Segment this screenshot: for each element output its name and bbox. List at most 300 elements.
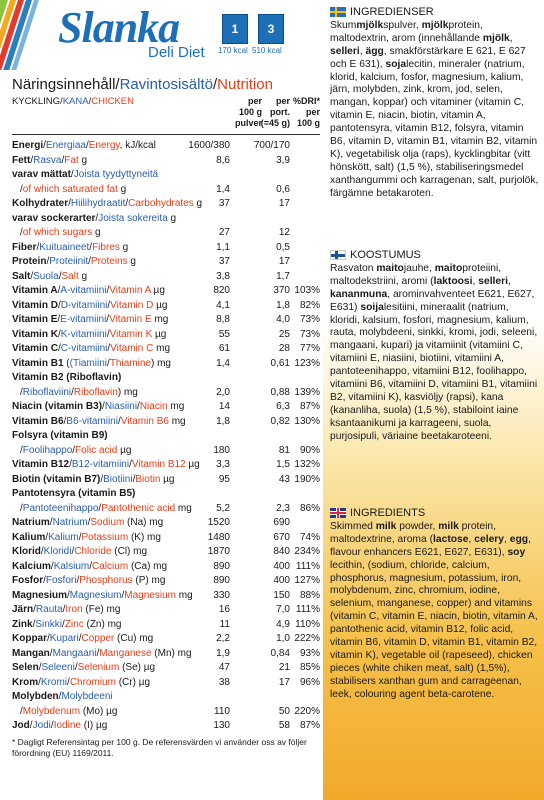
label-sv: Jod xyxy=(12,720,30,732)
label-sv: Krom xyxy=(12,676,39,688)
label-fi: C-vitamiini xyxy=(60,343,108,355)
flag-finland-icon xyxy=(330,250,346,260)
label-sv: Salt xyxy=(12,270,31,282)
value-dri: 220% xyxy=(294,705,320,717)
row-label: varav mättat/Joista tyydyttyneitä xyxy=(12,169,159,181)
row-label: Koppar/Kupari/Copper (Cu) mg xyxy=(12,633,154,645)
value-dri: 130% xyxy=(294,415,320,427)
value-per-100g: 1520 xyxy=(207,517,230,529)
label-fi: (Tiamiini xyxy=(69,357,108,369)
label-unit: (Cl) mg xyxy=(111,546,148,558)
logo-area xyxy=(0,0,320,70)
table-row xyxy=(12,458,320,471)
row-label: /Foolihappo/Folic acid µg xyxy=(20,444,132,456)
value-per-100g: 16 xyxy=(218,604,230,616)
label-en: of which sugars xyxy=(22,227,93,239)
label-en: Proteins xyxy=(90,256,128,268)
label-en: Pantothenic acid xyxy=(101,502,176,514)
label-sv: Mangan xyxy=(12,647,50,659)
label-fi: Kupari xyxy=(49,633,79,645)
value-per-portion: 81 xyxy=(278,444,290,456)
label-sv: Natrium xyxy=(12,517,50,529)
row-label xyxy=(12,371,121,384)
label-sv: Vitamin E xyxy=(12,314,58,326)
value-dri: 73% xyxy=(299,328,320,340)
brand-logo: Slanka xyxy=(58,3,180,52)
flag-sweden-icon xyxy=(330,7,346,17)
value-dri: 234% xyxy=(294,546,320,558)
value-per-portion: 840 xyxy=(273,546,290,558)
label-en: Riboflavin xyxy=(73,386,118,398)
label-unit: µg xyxy=(153,299,168,311)
value-per-portion: 0,61 xyxy=(270,357,290,369)
value-dri: 110% xyxy=(295,618,320,630)
table-row xyxy=(12,444,320,457)
label-sv: varav sockerarter xyxy=(12,212,96,224)
label-sv: Selen xyxy=(12,662,39,674)
label-sv: Fiber xyxy=(12,241,37,253)
label-en: Selenium xyxy=(77,662,120,674)
value-per-portion: 0,88 xyxy=(270,386,290,398)
row-label: /of which sugars g xyxy=(20,227,101,239)
row-label: Fosfor/Fosfori/Phosphorus (P) mg xyxy=(12,575,166,587)
pack-3-icon: 3 xyxy=(258,14,284,44)
table-row xyxy=(12,502,320,515)
row-label: Kalcium/Kalsium/Calcium (Ca) mg xyxy=(12,560,168,572)
ingredients-en xyxy=(330,507,540,702)
ingredients-sv-text: Skummjölkspulver, mjölkprotein, maltodextrin, arom (innehållande mjölk, selleri, ägg, smakförstärkare E 621, E 627 och E 631), sojalecitin, mineraler (natrium, klorid, kalcium, fosfor, magnesium, kalium, järn, molybden, zink, krom, jod, selen, mangan, koppar) och vitaminer (vitamin C, vitamin E, niacin, biotin, vitamin A, pantotensyra, vitamin B12, folsyra, vitamin B6, vitamin D, vitamin B1, vitamin B2, vitamin K), vegetabilisk olja (raps), kycklingbitar (vitt hönskött, salt) (1,5 %), stabiliseringsmedel xanthangummi och karragenan, salt, purjolök, färgämne betakaroten. xyxy=(330,19,539,199)
label-fi: Rasva xyxy=(33,154,62,166)
label-sv: Protein xyxy=(12,256,47,268)
label-en: Phosphorus xyxy=(79,575,133,587)
value-per-100g: 95 xyxy=(218,473,230,485)
label-sv: Vitamin B1 xyxy=(12,357,67,369)
title-sv: Näringsinnehåll xyxy=(12,76,116,93)
label-unit: (Fe) mg xyxy=(82,604,121,616)
product-en: CHICKEN xyxy=(91,96,134,107)
table-row xyxy=(12,676,320,689)
label-unit: ) mg xyxy=(150,357,171,369)
label-sv: Koppar xyxy=(12,633,47,645)
value-dri: 85% xyxy=(299,662,320,674)
value-dri: 88% xyxy=(299,589,320,601)
label-fi: Pantoteenihappo xyxy=(22,502,99,514)
value-per-100g: 1870 xyxy=(207,546,230,558)
label-en: Chromium xyxy=(69,676,116,688)
label-sv: Fett xyxy=(12,154,31,166)
label-unit: (Se) µg xyxy=(119,662,156,674)
row-label: Vitamin A/A-vitamiini/Vitamin A µg xyxy=(12,285,165,297)
table-row xyxy=(12,183,320,196)
label-en: Biotin xyxy=(135,473,161,485)
table-row xyxy=(12,560,320,573)
value-per-100g: 820 xyxy=(213,285,230,297)
value-dri: 139% xyxy=(294,386,320,398)
row-label: Vitamin B1 ((Tiamiini/Thiamine) mg xyxy=(12,357,171,369)
flag-uk-icon xyxy=(330,508,346,518)
ingredients-fi-text: Rasvaton maitojauhe, maitoproteiini, maltodekstriini, aromi (laktoosi, selleri, kananmuna, arominvahventeet E621, E627, E631) soijalesitiini, mineraalit (natrium, kloridi, kalsium, fosfori, magnesium, kalium, rauta, molybdeeni, sinkki, kromi, jodi, seleeni, mangaani, kupari) ja vitamiinit (vitamiini C, vitamiini E, niasiini, biotiini, vitamiini A, pantoteenihappo, vitamiini B12, foolihappo, vitamiini B6, vitamiini D, vitamiini B1, vitamiini B2, vitamiini K), kasviöljy (rapsi), kana (kananliha, suola) (1,5 %), stabiloint iaine ksantaanikumi ja karrageeni, suola, purjosipuli, väriaine beetakaroteeni. xyxy=(330,262,538,442)
label-unit: g xyxy=(193,198,203,210)
table-row xyxy=(12,386,320,399)
row-label: /Pantoteenihappo/Pantothenic acid mg xyxy=(20,502,192,514)
table-row xyxy=(12,661,320,674)
ingredients-en-text: Skimmed milk powder, milk protein, maltodextrine, aroma (lactose, celery, egg, flavour enhancers E621, E627, E631), soy lecithin, (sodium, chloride, calcium, phosphorus, magnesium, potassium, iron, molybdenum, zinc, chromium, iodine, selenium, manganese, copper) and vitamins (vitamin C, vitamin E, niacin, biotin, vitamin A, pantothenic acid, vitamin B12, folic acid, vitamin B6, vitamin D, vitamin B1, vitamin B2, vitamin K), vegetable oil (rapeseed), chicken pieces (white chiken meat, salt) (1,5%), stabilisers xanthan gum and carrageenan, leek, colouring agent beta-carotene. xyxy=(330,520,538,700)
value-per-portion: 700/170 xyxy=(253,140,290,151)
label-en: Calcium xyxy=(92,560,129,572)
row-label: Fiber/Kuituaineet/Fibres g xyxy=(12,241,129,253)
row-label: Zink/Sinkki/Zinc (Zn) mg xyxy=(12,618,122,630)
value-dri: 127% xyxy=(294,575,320,587)
col-header-dri: %DRI* per 100 g xyxy=(292,96,320,128)
value-per-portion: 17 xyxy=(278,198,290,210)
label-en: Carbohydrates xyxy=(128,198,194,210)
value-dri: 90% xyxy=(299,444,320,456)
row-label: Salt/Suola/Salt g xyxy=(12,270,88,282)
label-en: Niacin xyxy=(139,401,168,413)
label-unit: µg xyxy=(160,473,175,485)
label-unit: (Mo) µg xyxy=(80,705,118,717)
label-sv: Kalium xyxy=(12,531,46,543)
row-label: Kalium/Kalium/Potassium (K) mg xyxy=(12,531,161,543)
value-per-portion: 58 xyxy=(278,720,290,732)
value-per-100g: 37 xyxy=(218,198,230,210)
label-en: Copper xyxy=(81,633,115,645)
row-label: Protein/Proteiinit/Proteins g xyxy=(12,256,136,268)
value-per-portion: 690 xyxy=(273,517,290,529)
label-fi: Kalsium xyxy=(53,560,90,572)
table-row xyxy=(12,429,320,442)
table-row xyxy=(12,197,320,210)
label-unit: g xyxy=(117,183,127,195)
label-en: Sodium xyxy=(90,517,125,529)
value-per-100g: 4,1 xyxy=(216,299,230,311)
table-row xyxy=(12,690,320,703)
row-label: Natrium/Natrium/Sodium (Na) mg xyxy=(12,517,164,529)
value-per-100g: 1,1 xyxy=(216,241,230,253)
label-unit: mg xyxy=(175,589,193,601)
label-sv: Vitamin B12 xyxy=(12,459,70,471)
value-per-100g: 1600/380 xyxy=(188,140,230,151)
label-en: Iron xyxy=(65,604,83,616)
value-per-100g: 330 xyxy=(213,589,230,601)
value-dri: 190% xyxy=(294,473,320,485)
label-fi: D-vitamiini xyxy=(60,299,108,311)
label-sv: Biotin (vitamin B7) xyxy=(12,473,101,485)
label-sv: Klorid xyxy=(12,546,41,558)
value-per-100g: 5,2 xyxy=(216,502,230,514)
label-sv: Vitamin C xyxy=(12,343,58,355)
label-sv: Fosfor xyxy=(12,575,44,587)
label-unit: g xyxy=(167,212,177,224)
label-en: Iodine xyxy=(53,720,81,732)
value-per-100g: 61 xyxy=(218,343,230,355)
label-fi: B12-vitamiini xyxy=(71,459,130,471)
value-per-100g: 37 xyxy=(218,256,230,268)
row-label: Järn/Rauta/Iron (Fe) mg xyxy=(12,604,121,616)
label-sv: Energi xyxy=(12,140,44,151)
label-unit: (P) mg xyxy=(132,575,166,587)
value-per-portion: 28 xyxy=(278,343,290,355)
label-fi: Proteiinit xyxy=(49,256,89,268)
label-en: Molybdenum xyxy=(22,705,81,717)
col-header-per-100g: per 100 g pulver xyxy=(234,96,262,128)
pack-1-kcal: 170 kcal xyxy=(218,46,248,55)
ingredients-fi xyxy=(330,249,540,444)
value-per-100g: 2,2 xyxy=(216,633,230,645)
table-row xyxy=(12,241,320,254)
table-row xyxy=(12,328,320,341)
value-per-portion: 1,5 xyxy=(276,459,290,471)
value-dri: 103% xyxy=(294,285,320,297)
value-per-100g: 1,9 xyxy=(216,647,230,659)
label-sv: Pantotensyra (vitamin B5) xyxy=(12,488,136,500)
table-row xyxy=(12,313,320,326)
label-fi: Biotiini xyxy=(103,473,133,485)
label-unit: (K) mg xyxy=(128,531,161,543)
table-row xyxy=(12,719,320,732)
label-fi: Mangaani xyxy=(52,647,97,659)
table-row xyxy=(12,516,320,529)
label-sv: Vitamin D xyxy=(12,299,58,311)
label-fi: Riboflaviini xyxy=(22,386,72,398)
value-per-100g: 14 xyxy=(218,401,230,413)
label-fi: Magnesium xyxy=(69,589,122,601)
label-sv: Vitamin B2 (Riboflavin) xyxy=(12,372,122,384)
table-row xyxy=(12,574,320,587)
value-per-100g: 180 xyxy=(213,444,230,456)
label-en: of which saturated fat xyxy=(22,183,118,195)
value-per-portion: 4,0 xyxy=(276,314,290,326)
row-label: Molybden/Molybdeeni xyxy=(12,691,113,703)
label-sv: Vitamin B6 xyxy=(12,415,64,427)
row-label: Niacin (vitamin B3)/Niasiini/Niacin mg xyxy=(12,401,185,413)
label-sv: Folsyra (vitamin B9) xyxy=(12,430,108,442)
pack-3-kcal: 510 kcal xyxy=(252,46,282,55)
product-name: KYCKLING/KANA/CHICKEN xyxy=(12,96,134,107)
value-per-100g: 8,6 xyxy=(216,154,230,166)
row-label: Mangan/Mangaani/Manganese (Mn) mg xyxy=(12,647,192,659)
label-fi: K-vitamiini xyxy=(60,328,107,340)
value-per-portion: 21 xyxy=(278,662,290,674)
table-row xyxy=(12,299,320,312)
value-per-portion: 400 xyxy=(273,575,290,587)
value-dri: 96% xyxy=(299,676,320,688)
label-unit: g xyxy=(119,241,129,253)
product-fi: KANA xyxy=(62,96,89,107)
value-dri: 87% xyxy=(299,720,320,732)
label-fi: Fosfori xyxy=(45,575,77,587)
product-sv: KYCKLING xyxy=(12,96,61,107)
table-row xyxy=(12,270,320,283)
label-unit: (Ca) mg xyxy=(128,560,168,572)
value-per-portion: 0,82 xyxy=(270,415,290,427)
value-per-portion: 12 xyxy=(278,227,290,239)
value-dri: 222% xyxy=(294,633,320,645)
label-sv: Vitamin A xyxy=(12,285,58,297)
nutrition-title: Näringsinnehåll/Ravintosisältö/Nutrition xyxy=(12,76,273,93)
label-sv: Kalcium xyxy=(12,560,51,572)
label-fi: Hiilihydraatit xyxy=(70,198,126,210)
value-per-portion: 370 xyxy=(273,285,290,297)
label-unit: g xyxy=(78,154,88,166)
label-en: Manganese xyxy=(99,647,152,659)
label-sv: Vitamin K xyxy=(12,328,58,340)
value-per-portion: 3,9 xyxy=(276,154,290,166)
label-unit: mg xyxy=(168,415,186,427)
value-per-100g: 890 xyxy=(213,560,230,572)
row-label: Vitamin C/C-vitamiini/Vitamin C mg xyxy=(12,343,171,355)
value-per-100g: 1480 xyxy=(207,531,230,543)
table-row xyxy=(12,589,320,602)
col-header-per-portion: per port. (=45 g) xyxy=(260,96,290,128)
row-label: Kolhydrater/Hiilihydraatit/Carbohydrates g xyxy=(12,198,203,210)
value-dri: 82% xyxy=(299,299,320,311)
label-en: Salt xyxy=(61,270,79,282)
label-en: Folic acid xyxy=(75,444,118,456)
value-per-100g: 55 xyxy=(218,328,230,340)
label-unit: mg xyxy=(167,401,185,413)
label-fi: Kuituaineet xyxy=(39,241,90,253)
value-dri: 132% xyxy=(294,459,320,471)
row-label: Selen/Seleeni/Selenium (Se) µg xyxy=(12,662,156,674)
value-per-portion: 0,84 xyxy=(270,647,290,659)
table-row xyxy=(12,473,320,486)
table-row xyxy=(12,400,320,413)
label-fi: Niasiini xyxy=(104,401,138,413)
value-dri: 111% xyxy=(295,604,320,616)
value-per-portion: 2,3 xyxy=(276,502,290,514)
value-per-portion: 17 xyxy=(278,256,290,268)
value-per-100g: 2,0 xyxy=(216,386,230,398)
table-row xyxy=(12,415,320,428)
value-per-100g: 8,8 xyxy=(216,314,230,326)
value-per-portion: 25 xyxy=(278,328,290,340)
label-en: Magnesium xyxy=(124,589,176,601)
row-label: Jod/Jodi/Iodine (I) µg xyxy=(12,720,108,732)
table-row xyxy=(12,226,320,239)
value-dri: 86% xyxy=(299,502,320,514)
label-unit: µg xyxy=(152,328,167,340)
label-unit: (I) µg xyxy=(80,720,108,732)
label-sv: Niacin (vitamin B3) xyxy=(12,401,103,413)
value-per-100g: 1,8 xyxy=(216,415,230,427)
label-unit: (Zn) mg xyxy=(83,618,122,630)
label-unit: ) mg xyxy=(117,386,138,398)
footnote: * Dagligt Referensintag per 100 g. De referensvärden vi använder oss av följer förordning (EU) 1169/2011. xyxy=(12,737,307,758)
ingredients-fi-title: KOOSTUMUS xyxy=(350,249,421,261)
label-fi: Seleeni xyxy=(41,662,75,674)
label-fi: Foolihappo xyxy=(22,444,73,456)
table-row xyxy=(12,603,320,616)
row-label: Energi/Energiaa/Energy, kJ/kcal xyxy=(12,140,156,151)
label-en: Vitamin B12 xyxy=(131,459,186,471)
value-per-portion: 150 xyxy=(273,589,290,601)
value-per-100g: 27 xyxy=(218,227,230,239)
label-unit: µg xyxy=(185,459,200,471)
table-row xyxy=(12,255,320,268)
ingredients-sv-title: INGREDIENSER xyxy=(350,6,434,18)
title-fi: Ravintosisältö xyxy=(119,76,213,93)
label-en: Thiamine xyxy=(109,357,151,369)
row-label: /Riboflaviini/Riboflavin) mg xyxy=(20,386,138,398)
row-label: /Molybdenum (Mo) µg xyxy=(20,705,118,717)
row-label: Vitamin D/D-vitamiini/Vitamin D µg xyxy=(12,299,168,311)
label-en: Vitamin E xyxy=(109,314,152,326)
table-row xyxy=(12,357,320,370)
ingredients-sv xyxy=(330,6,540,201)
table-row xyxy=(12,487,320,500)
label-fi: Natrium xyxy=(52,517,88,529)
row-label: Vitamin B12/B12-vitamiini/Vitamin B12 µg xyxy=(12,459,200,471)
table-row xyxy=(12,632,320,645)
label-unit: µg xyxy=(117,444,132,456)
table-row xyxy=(12,168,320,181)
label-sv: varav mättat xyxy=(12,169,71,181)
table-row xyxy=(12,139,320,152)
row-label: Fett/Rasva/Fat g xyxy=(12,154,88,166)
label-unit: (Cu) mg xyxy=(114,633,154,645)
table-row xyxy=(12,154,320,167)
table-row xyxy=(12,531,320,544)
value-per-portion: 400 xyxy=(273,560,290,572)
label-fi: Kalium xyxy=(48,531,79,543)
table-row xyxy=(12,371,320,384)
label-fi: A-vitamiini xyxy=(60,285,107,297)
value-per-portion: 7,0 xyxy=(276,604,290,616)
table-row xyxy=(12,342,320,355)
label-en: Vitamin A xyxy=(109,285,151,297)
brand-subtitle: Deli Diet xyxy=(148,44,205,61)
label-en: Vitamin B6 xyxy=(120,415,169,427)
label-en: Energy xyxy=(88,140,120,151)
label-unit: mg xyxy=(151,314,169,326)
label-sv: Kolhydrater xyxy=(12,198,69,210)
value-per-100g: 47 xyxy=(218,662,230,674)
label-en: Fat xyxy=(64,154,79,166)
value-dri: 93% xyxy=(299,647,320,659)
label-unit: g xyxy=(92,227,101,239)
label-sv: Molybden xyxy=(12,691,59,703)
value-per-100g: 3,3 xyxy=(216,459,230,471)
row-label: Klorid/Kloridi/Chloride (Cl) mg xyxy=(12,546,148,558)
row-label xyxy=(12,429,108,442)
label-sv: Järn xyxy=(12,604,34,616)
table-row xyxy=(12,647,320,660)
label-en: Vitamin C xyxy=(110,343,154,355)
label-en: Potassium xyxy=(81,531,129,543)
value-per-portion: 0,5 xyxy=(276,241,290,253)
label-unit: mg xyxy=(175,502,192,514)
label-sv: Zink xyxy=(12,618,33,630)
value-dri: 87% xyxy=(299,401,320,413)
value-per-portion: 1,8 xyxy=(276,299,290,311)
label-unit: , kJ/kcal xyxy=(119,140,156,151)
label-fi: Energiaa xyxy=(45,140,86,151)
label-fi: Suola xyxy=(33,270,59,282)
ingredients-en-title: INGREDIENTS xyxy=(350,507,426,519)
title-en: Nutrition xyxy=(217,76,273,93)
value-dri: 73% xyxy=(299,314,320,326)
value-dri: 77% xyxy=(299,343,320,355)
value-per-portion: 4,9 xyxy=(276,618,290,630)
label-fi: Jodi xyxy=(32,720,51,732)
value-per-portion: 17 xyxy=(278,676,290,688)
value-per-100g: 110 xyxy=(214,705,230,717)
label-fi: Joista tyydyttyneitä xyxy=(73,169,159,181)
label-en: Zinc xyxy=(64,618,84,630)
row-label: Biotin (vitamin B7)/Biotiini/Biotin µg xyxy=(12,473,175,485)
label-fi: Molybdeeni xyxy=(61,691,113,703)
